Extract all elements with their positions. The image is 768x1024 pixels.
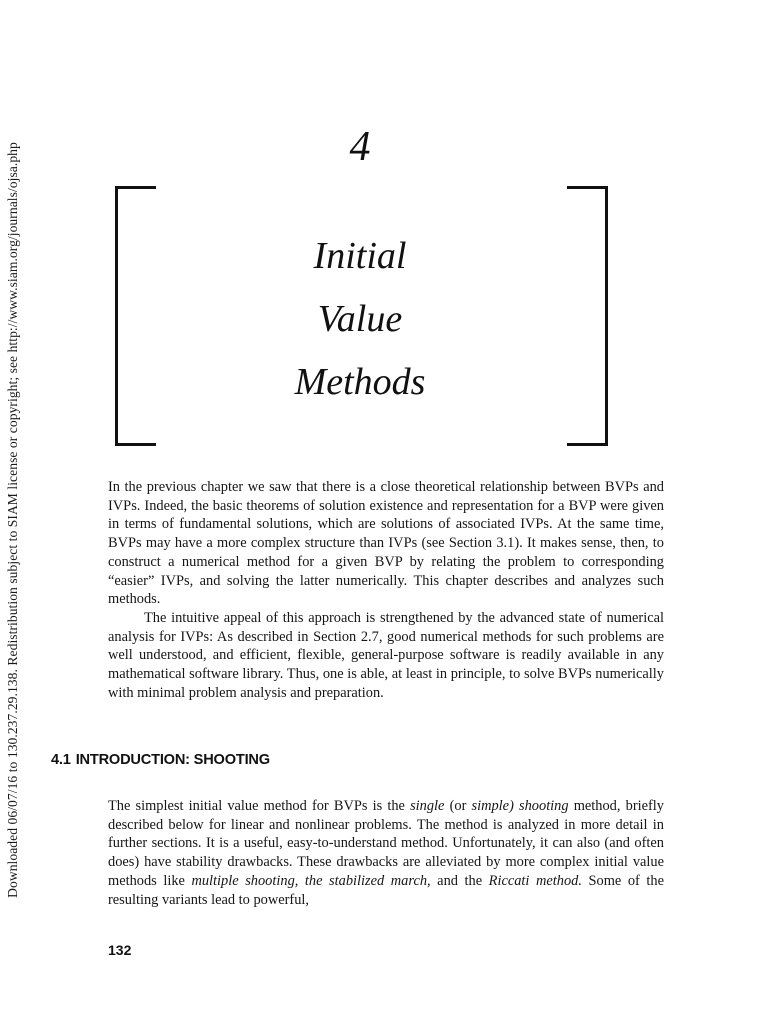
right-bracket xyxy=(567,186,608,446)
intro-paragraph: The intuitive appeal of this approach is strengthened by the advanced state of numerical analysis for IVPs: As described in Section 2.7, good numerical methods for such problems are well understood, and efficient, flexible, general-purpose software is readily available in any mathematical software library. Thus, one is able, at least in principle, to solve BVPs numerically with minimal problem analysis and preparation. xyxy=(108,609,664,701)
chapter-title-line: Value xyxy=(317,298,403,340)
emphasis: simple) shooting xyxy=(471,798,569,814)
section-heading xyxy=(51,752,270,768)
chapter-title xyxy=(200,225,520,414)
download-notice-text: Downloaded 06/07/16 to 130.237.29.138. Redistribution subject to SIAM license or copyright; see http://www.siam.org/journals/ojsa.php xyxy=(5,142,20,898)
chapter-title-line: Methods xyxy=(294,361,426,403)
emphasis: single xyxy=(410,798,445,814)
section-paragraph: The simplest initial value method for BVPs is the single (or simple) shooting method, briefly described below for linear and nonlinear problems. The method is analyzed in more detail in further sections. It is a useful, easy-to-understand method. Unfortunately, it can also (and often does) have stability drawbacks. These drawbacks are alleviated by more complex initial value methods like multiple shooting, the stabilized march, and the Riccati method. Some of the resulting variants lead to powerful, xyxy=(108,798,664,908)
chapter-title-line: Initial xyxy=(313,235,407,277)
page-number: 132 xyxy=(108,942,132,958)
section-number: 4.1 xyxy=(51,752,71,768)
chapter-number: 4 xyxy=(349,124,371,170)
emphasis: Riccati method. xyxy=(488,872,582,889)
chapter-introduction xyxy=(108,478,664,702)
section-title: INTRODUCTION: SHOOTING xyxy=(75,752,270,768)
emphasis: multiple shooting, the stabilized march, xyxy=(191,872,431,889)
intro-paragraph: In the previous chapter we saw that there is a close theoretical relationship between BVPs and IVPs. Indeed, the basic theorems of solution existence and representation for a BVP were given in terms of fundamental solutions, which are solutions of associated IVPs. At the same time, BVPs may have a more complex structure than IVPs (see Section 3.1). It makes sense, then, to construct a numerical method for a given BVP by relating the problem to corresponding “easier” IVPs, and solving the latter numerically. This chapter describes and analyzes such methods. xyxy=(108,479,664,608)
section-body xyxy=(108,797,664,909)
left-bracket xyxy=(115,186,156,446)
